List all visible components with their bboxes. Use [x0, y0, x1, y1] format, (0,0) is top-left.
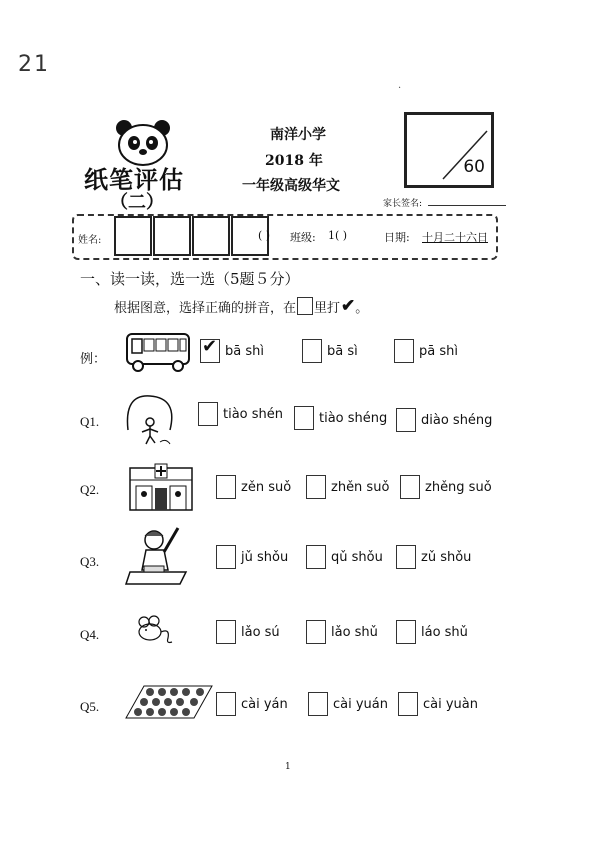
pinyin-option: zǔ shǒu [421, 549, 472, 565]
class-label: 班级: [290, 231, 316, 244]
pinyin-option: tiào shén [223, 406, 284, 422]
pinyin-option: lǎo shǔ [331, 624, 378, 640]
answer-checkbox[interactable] [308, 692, 328, 716]
answer-option[interactable] [294, 406, 387, 430]
date-label: 日期: [384, 231, 410, 244]
instruction-text: 根据图意，选择正确的拼音，在 [114, 300, 297, 316]
answer-checkbox[interactable] [394, 339, 414, 363]
answer-option[interactable] [400, 475, 492, 499]
pinyin-option: cài yuán [333, 696, 388, 712]
instruction-text: 里打 [314, 300, 341, 316]
answer-option[interactable] [216, 692, 288, 716]
class-level: 一年级高级华文 [242, 178, 340, 194]
speck: · [398, 83, 402, 94]
answer-checkbox[interactable] [400, 475, 420, 499]
score-box [404, 112, 494, 188]
answer-option[interactable] [302, 339, 358, 363]
instruction [114, 296, 368, 316]
clinic-icon [128, 462, 194, 512]
answer-option[interactable] [216, 475, 291, 499]
parent-signature-label: 家长签名: [383, 199, 423, 209]
answer-option[interactable] [306, 545, 383, 569]
assessment-title: 纸笔评估 [84, 166, 184, 194]
question-label: Q2. [80, 482, 100, 497]
pinyin-option: láo shǔ [421, 624, 468, 640]
pinyin-option: qǔ shǒu [331, 549, 383, 565]
register-number-field[interactable]: ( ) [258, 229, 271, 242]
answer-option[interactable] [306, 620, 378, 644]
pinyin-option: pā shì [419, 343, 458, 359]
question-label: Q1. [80, 414, 100, 429]
question-label: 例： [80, 351, 107, 366]
answer-option[interactable] [216, 620, 280, 644]
name-cell[interactable] [153, 216, 191, 256]
raise-hand-icon [124, 522, 194, 590]
answer-checkbox[interactable] [302, 339, 322, 363]
answer-checkbox[interactable] [306, 545, 326, 569]
vegetables-icon [122, 682, 214, 722]
class-field[interactable]: 1( ) [328, 229, 348, 242]
pinyin-option: tiào shéng [319, 410, 388, 426]
page-number: 1 [285, 762, 291, 772]
name-cell[interactable] [192, 216, 230, 256]
bus-icon [124, 330, 192, 374]
checkmark-icon: ✔ [341, 296, 356, 316]
question-label: Q5. [80, 699, 100, 714]
parent-signature-line[interactable] [428, 205, 506, 206]
pinyin-option: zhěng suǒ [425, 479, 492, 495]
answer-checkbox[interactable] [216, 620, 236, 644]
answer-checkbox[interactable] [396, 620, 416, 644]
answer-checkbox[interactable] [198, 402, 218, 426]
pinyin-option: zěn suǒ [241, 479, 292, 495]
exam-year: 2018 年 [265, 153, 323, 169]
answer-checkbox[interactable] [398, 692, 418, 716]
answer-option[interactable] [398, 692, 478, 716]
assessment-number: （二） [110, 192, 164, 213]
pinyin-option: cài yán [241, 696, 288, 712]
answer-option[interactable] [396, 408, 492, 432]
question-label: Q3. [80, 554, 100, 569]
pinyin-option: bā shì [225, 343, 264, 359]
score-value: 60 [463, 157, 485, 177]
answer-option[interactable] [396, 620, 468, 644]
answer-option[interactable] [306, 475, 389, 499]
pinyin-option: zhěn suǒ [331, 479, 390, 495]
answer-checkbox[interactable] [396, 545, 416, 569]
answer-checkbox[interactable] [200, 336, 220, 363]
answer-checkbox[interactable] [306, 620, 326, 644]
checkmark-icon: ✔ [202, 336, 218, 357]
jump-rope-icon [120, 390, 184, 450]
pinyin-option: diào shéng [421, 412, 493, 428]
mouse-icon [134, 614, 174, 646]
name-cell[interactable] [114, 216, 152, 256]
instruction-text: 。 [355, 300, 369, 316]
answer-option[interactable] [198, 402, 283, 426]
answer-checkbox[interactable] [216, 545, 236, 569]
answer-checkbox[interactable] [294, 406, 314, 430]
date-value: 十月二十六日 [422, 231, 488, 244]
answer-option[interactable] [216, 545, 288, 569]
answer-checkbox[interactable] [306, 475, 326, 499]
corner-handwritten-number: 21 [18, 52, 50, 77]
pinyin-option: lǎo sú [241, 624, 280, 640]
answer-checkbox[interactable] [396, 408, 416, 432]
answer-checkbox[interactable] [216, 692, 236, 716]
name-label: 姓名: [78, 235, 102, 246]
name-cells[interactable] [114, 216, 270, 256]
answer-checkbox[interactable] [216, 475, 236, 499]
answer-option[interactable] [394, 339, 458, 363]
pinyin-option: cài yuàn [423, 696, 478, 712]
pinyin-option: bā sì [327, 343, 358, 359]
answer-option[interactable] [308, 692, 388, 716]
answer-option[interactable] [396, 545, 471, 569]
answer-option[interactable] [200, 336, 264, 363]
checkbox-sample-icon [297, 297, 313, 315]
section-title: 一、读一读，选一选（5题５分） [80, 270, 300, 288]
pinyin-option: jǔ shǒu [241, 549, 289, 565]
question-label: Q4. [80, 627, 100, 642]
school-name: 南洋小学 [270, 127, 326, 143]
